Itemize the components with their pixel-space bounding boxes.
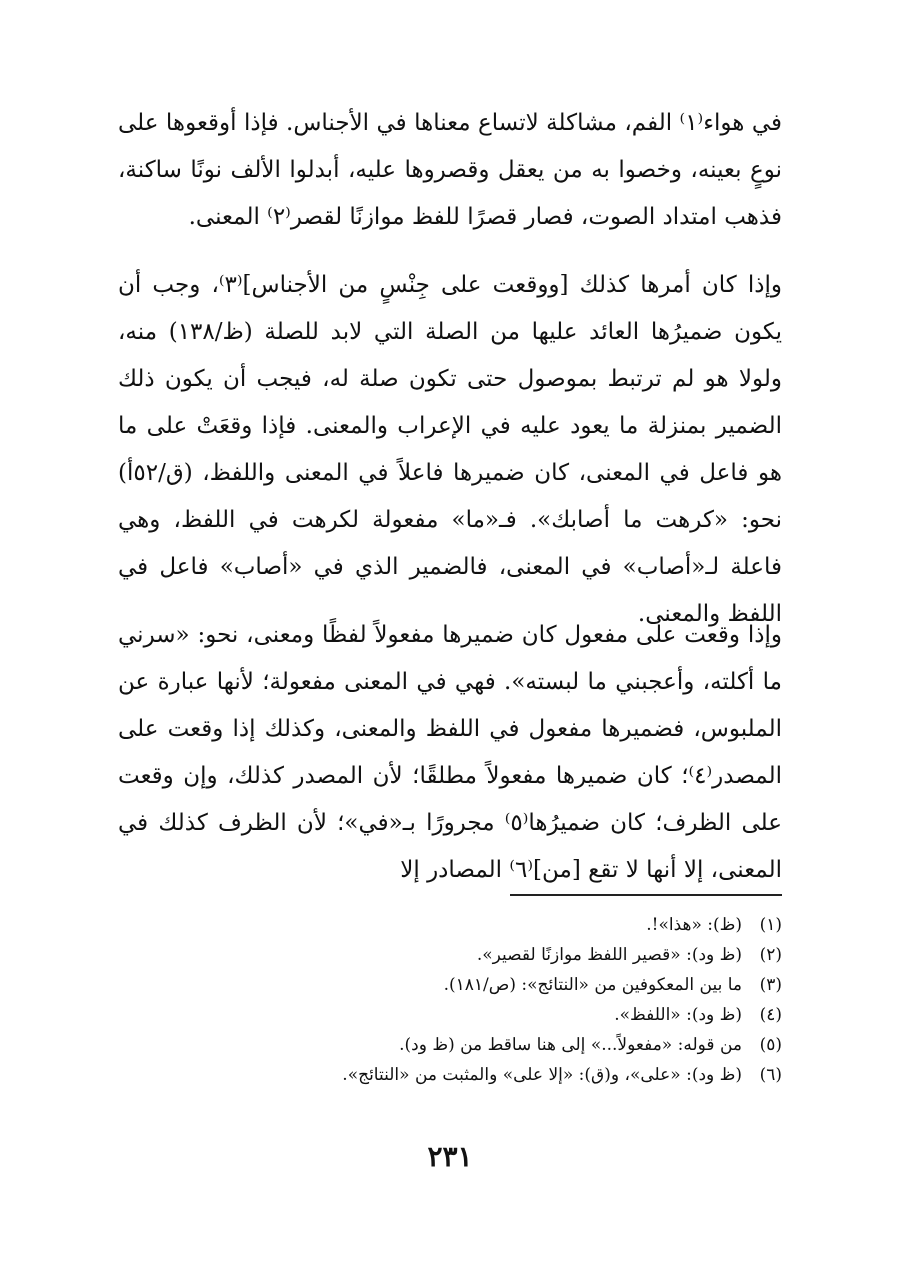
footnote-text: (ظ ود): «قصير اللفظ موازنًا لقصير». <box>476 945 742 965</box>
footnotes-list <box>118 910 782 1090</box>
footnote-item <box>118 910 782 940</box>
footnote-number: (٥) <box>759 1035 782 1055</box>
footnote-text: من قوله: «مفعولاً...» إلى هنا ساقط من (ظ ود). <box>399 1035 742 1055</box>
footnote-separator <box>510 894 782 896</box>
footnote-text: (ظ): «هذا»!. <box>646 915 742 935</box>
footnote-number: (١) <box>759 915 782 935</box>
page-number: ٢٣١ <box>427 1140 473 1173</box>
footnote-text: ما بين المعكوفين من «النتائج»: (ص/١٨١). <box>443 975 742 995</box>
footnote-item <box>118 970 782 1000</box>
footnote-text: (ظ ود): «اللفظ». <box>614 1005 742 1025</box>
footnote-text: (ظ ود): «على»، و(ق): «إلا على» والمثبت من «النتائج». <box>342 1065 742 1085</box>
paragraph-1: في هواء⁽١⁾ الفم، مشاكلة لاتساع معناها في الأجناس. فإذا أوقعوها على نوعٍ بعينه، وخصوا به من يعقل وقصروها عليه، أبدلوا الألف نونًا ساكنة، فذهب امتداد الصوت، فصار قصرًا للفظ موازنًا لقصر⁽٢⁾ المعنى. <box>118 110 782 230</box>
paragraph-3: وإذا وقعت على مفعول كان ضميرها مفعولاً لفظًا ومعنى، نحو: «سرني ما أكلته، وأعجبني ما لبسته». فهي في المعنى مفعولة؛ لأنها عبارة عن الملبوس، فضميرها مفعول في اللفظ والمعنى، وكذلك إذا وقعت على المصدر⁽٤⁾؛ كان ضميرها مفعولاً مطلقًا؛ لأن المصدر كذلك، وإن وقعت على الظرف؛ كان ضميرُها⁽٥⁾ مجرورًا بـ«في»؛ لأن الظرف كذلك في المعنى، إلا أنها لا تقع [من]⁽٦⁾ المصادر إلا <box>118 622 782 883</box>
footnote-item <box>118 1060 782 1090</box>
footnote-item <box>118 940 782 970</box>
footnote-number: (٣) <box>759 975 782 995</box>
footnote-number: (٤) <box>759 1005 782 1025</box>
footnote-number: (٢) <box>759 945 782 965</box>
paragraph-2: وإذا كان أمرها كذلك [ووقعت على جِنْسٍ من الأجناس]⁽٣⁾، وجب أن يكون ضميرُها العائد عليها من الصلة التي لابد للصلة (ظ/١٣٨) منه، ولولا هو لم ترتبط بموصول حتى تكون صلة له، فيجب أن يكون ذلك الضمير بمنزلة ما يعود عليه في الإعراب والمعنى. فإذا وقعَتْ على ما هو فاعل في المعنى، كان ضميرها فاعلاً في المعنى واللفظ، (ق/٥٢أ) نحو: «كرهت ما أصابك». فـ«ما» مفعولة لكرهت في اللفظ، وهي فاعلة لـ«أصاب» في المعنى، فالضمير الذي في «أصاب» فاعل في اللفظ والمعنى. <box>118 272 782 627</box>
footnote-item <box>118 1030 782 1060</box>
footnote-item <box>118 1000 782 1030</box>
footnote-number: (٦) <box>759 1065 782 1085</box>
